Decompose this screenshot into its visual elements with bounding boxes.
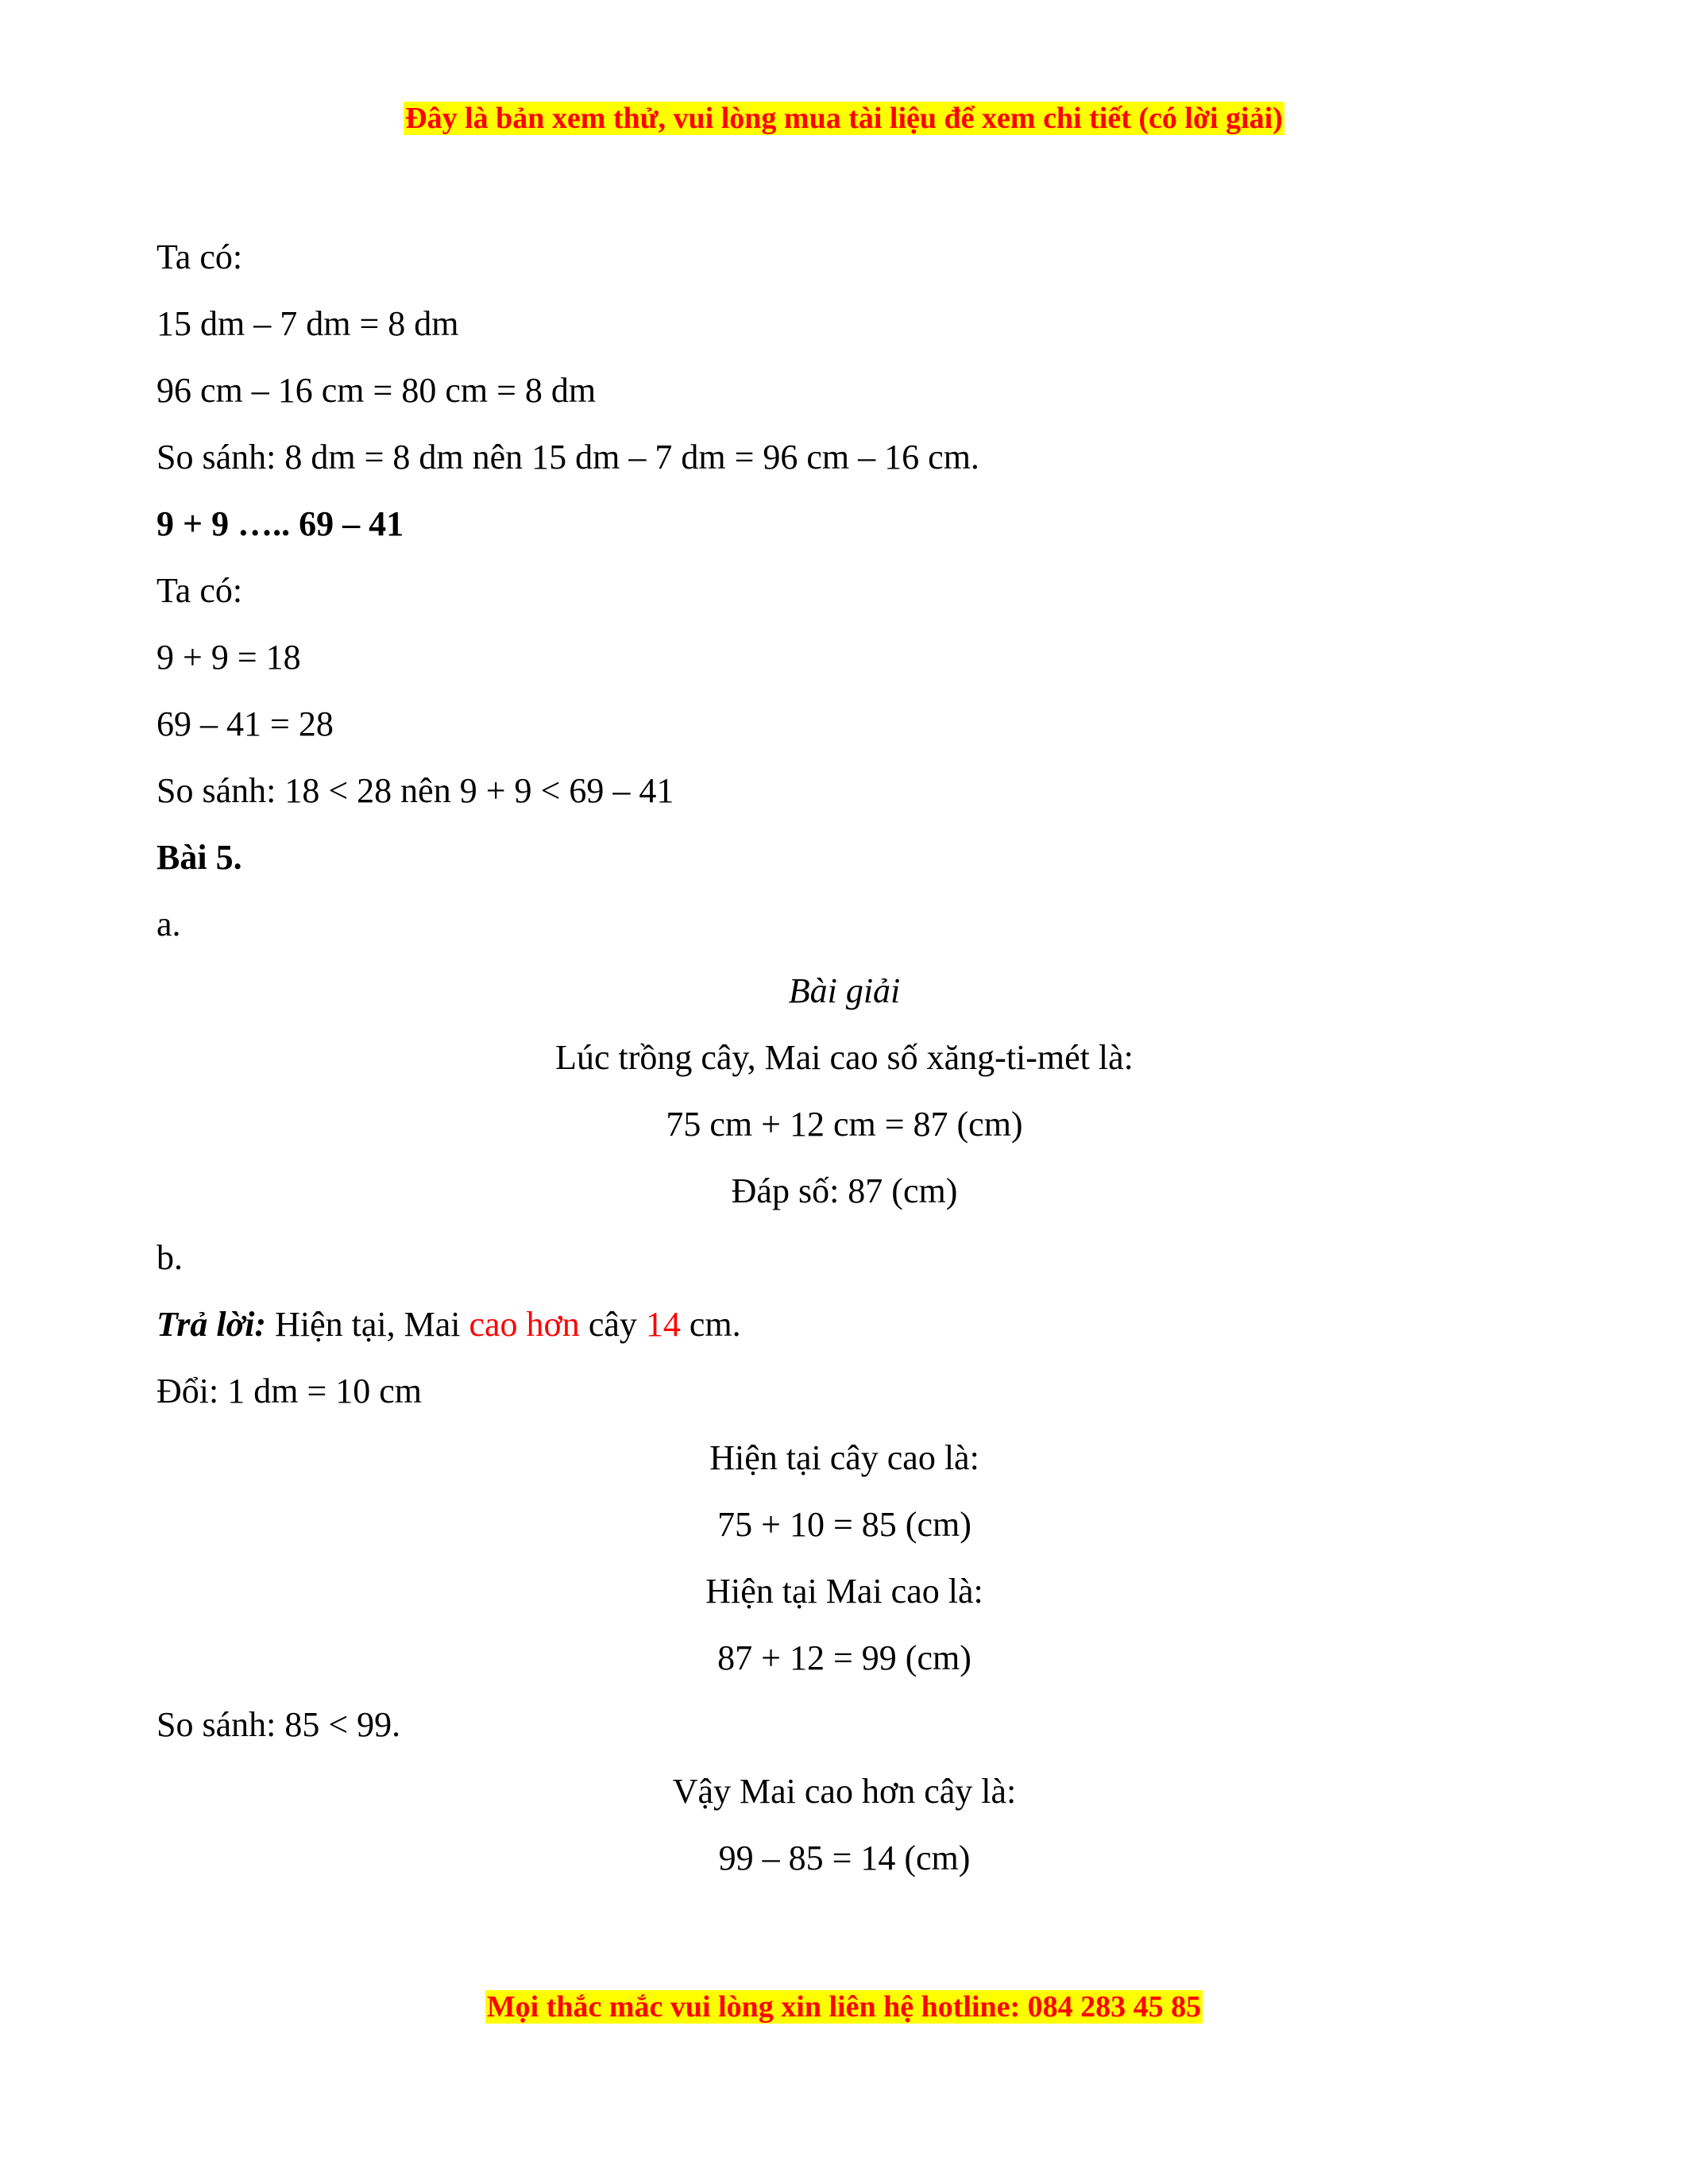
solution-title: Bài giải <box>788 971 901 1010</box>
exercise-heading: Bài 5. <box>156 838 242 877</box>
comparison-line: So sánh: 85 < 99. <box>156 1705 401 1744</box>
answer-highlight: 14 <box>645 1305 681 1344</box>
answer-highlight: cao hơn <box>469 1305 580 1344</box>
answer-text: cm. <box>680 1305 741 1344</box>
preview-notice-banner <box>0 100 1688 137</box>
equation-line: 69 – 41 = 28 <box>156 704 334 743</box>
solution-step: Hiện tại Mai cao là: <box>705 1572 983 1611</box>
answer-line <box>156 1291 1532 1358</box>
hotline-text: Mọi thắc mắc vui lòng xin liên hệ hotline: 084 283 45 85 <box>486 1990 1202 2024</box>
solution-equation: 75 cm + 12 cm = 87 (cm) <box>666 1105 1023 1144</box>
solution-equation: 87 + 12 = 99 (cm) <box>717 1638 971 1677</box>
conversion-line: Đổi: 1 dm = 10 cm <box>156 1372 423 1410</box>
text-line: Ta có: <box>156 237 243 276</box>
preview-notice-text: Đây là bản xem thử, vui lòng mua tài liệu để xem chi tiết (có lời giải) <box>405 102 1283 135</box>
solution-step: Vậy Mai cao hơn cây là: <box>672 1772 1017 1811</box>
comparison-line: So sánh: 18 < 28 nên 9 + 9 < 69 – 41 <box>156 771 674 810</box>
answer-text: Hiện tại, Mai <box>266 1305 469 1344</box>
final-answer: Đáp số: 87 (cm) <box>731 1171 958 1210</box>
equation-line: 15 dm – 7 dm = 8 dm <box>156 304 459 343</box>
text-line: Ta có: <box>156 571 243 610</box>
solution-equation: 75 + 10 = 85 (cm) <box>717 1505 971 1544</box>
part-label: a. <box>156 905 181 943</box>
answer-label: Trả lời: <box>156 1305 267 1344</box>
solution-step: Lúc trồng cây, Mai cao số xăng-ti-mét là: <box>555 1038 1134 1077</box>
hotline-banner <box>0 1989 1688 2025</box>
comparison-line: So sánh: 8 dm = 8 dm nên 15 dm – 7 dm = 96 cm – 16 cm. <box>156 438 979 477</box>
problem-heading: 9 + 9 ….. 69 – 41 <box>156 504 404 543</box>
equation-line: 9 + 9 = 18 <box>156 638 301 677</box>
part-label: b. <box>156 1238 183 1277</box>
document-body <box>156 224 1532 1892</box>
answer-text: cây <box>579 1305 646 1344</box>
solution-step: Hiện tại cây cao là: <box>709 1438 979 1477</box>
equation-line: 96 cm – 16 cm = 80 cm = 8 dm <box>156 371 597 410</box>
solution-equation: 99 – 85 = 14 (cm) <box>718 1839 971 1877</box>
